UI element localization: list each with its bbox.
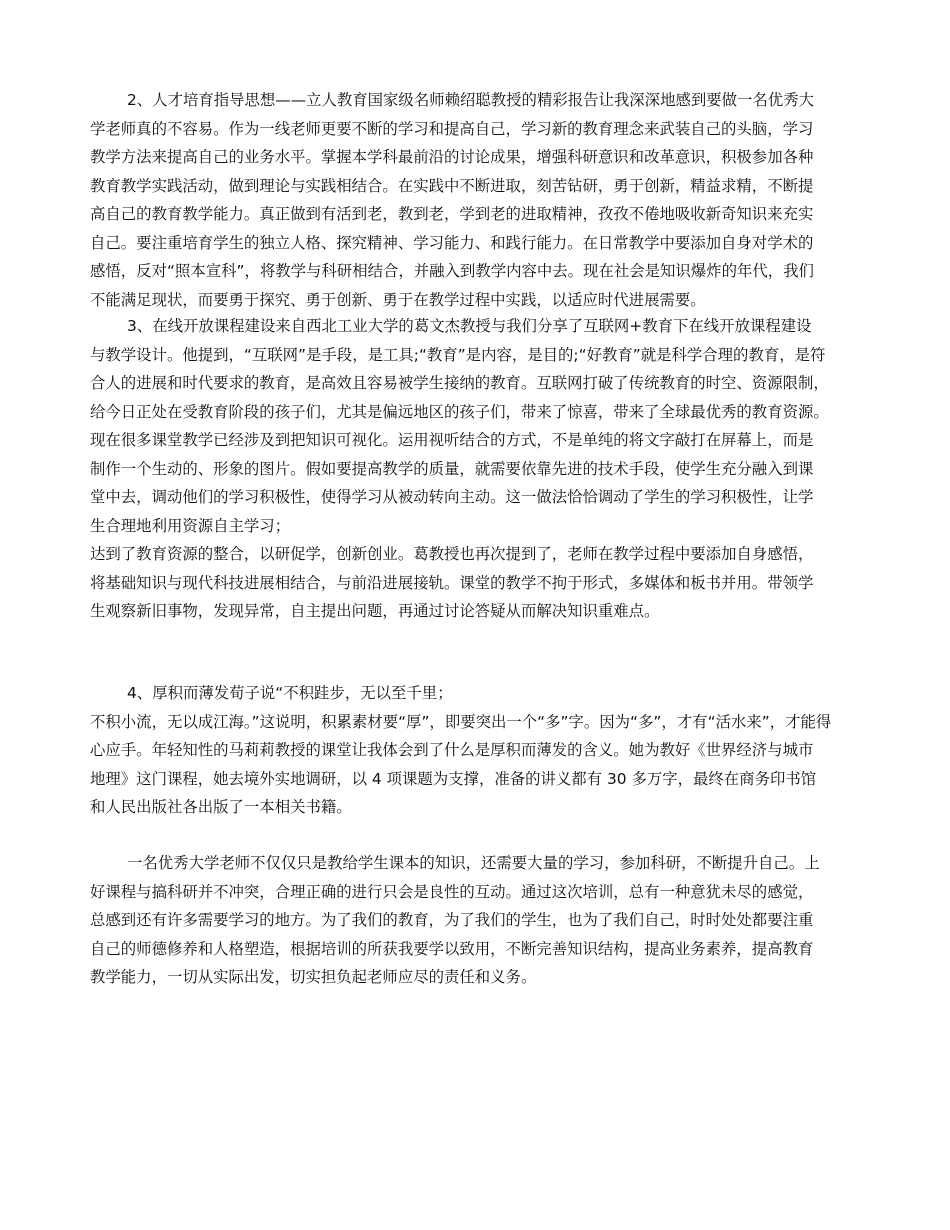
text-line: 3、在线开放课程建设来自西北工业大学的葛文杰教授与我们分享了互联网+教育下在线开放课程建设 [127, 317, 812, 335]
text-line: 自己。要注重培育学生的独立人格、探究精神、学习能力、和践行能力。在日常教学中要添加自身对学术的 [90, 233, 814, 252]
paragraph-conclusion [90, 849, 880, 992]
text-line: 高自己的教育教学能力。真正做到有活到老，教到老，学到老的进取精神，孜孜不倦地吸收新奇知识来充实 [90, 205, 814, 223]
text-line: 学老师真的不容易。作为一线老师更要不断的学习和提高自己，学习新的教育理念来武装自己的头脑，学习 [90, 119, 814, 138]
paragraph-talent-training [90, 86, 880, 314]
text-line: 自己的师德修养和人格塑造，根据培训的所获我要学以致用，不断完善知识结构，提高业务素养，提高教育 [90, 939, 814, 958]
text-line: 给今日正处在受教育阶段的孩子们，尤其是偏远地区的孩子们，带来了惊喜，带来了全球最优秀的教育资源。 [90, 402, 829, 421]
text-line: 现在很多课堂教学已经涉及到把知识可视化。运用视听结合的方式，不是单纯的将文字敲打在屏幕上，而是 [90, 431, 814, 449]
paragraph-online-courses [90, 312, 880, 626]
text-line: 将基础知识与现代科技进展相结合，与前沿进展接轨。课堂的教学不拘于形式，多媒体和板书并用。带领学 [90, 573, 814, 592]
text-line: 2、人才培育指导思想——立人教育国家级名师赖绍聪教授的精彩报告让我深深地感到要做一名优秀大 [127, 91, 814, 109]
text-line: 总感到还有许多需要学习的地方。为了我们的教育，为了我们的学生，也为了我们自己，时时处处都要注重 [90, 911, 814, 929]
paragraph-accumulation [90, 679, 880, 822]
text-line: 教学能力，一切从实际出发，切实担负起老师应尽的责任和义务。 [90, 968, 537, 986]
text-line: 不能满足现状，而要勇于探究、勇于创新、勇于在教学过程中实践，以适应时代进展需要。 [90, 290, 706, 309]
text-line: 地理》这门课程，她去境外实地调研，以 4 项课题为支撑，准备的讲义都有 30 多万字，最终在商务印书馆 [90, 769, 817, 788]
text-line: 和人民出版社各出版了一本相关书籍。 [90, 798, 352, 816]
text-line: 心应手。年轻知性的马莉莉教授的课堂让我体会到了什么是厚积而薄发的含义。她为教好《世界经济与城市 [90, 741, 814, 759]
text-line: 4、厚积而薄发荀子说“不积跬步，无以至千里； [127, 684, 453, 702]
text-line: 不积小流，无以成江海。”这说明，积累素材要“厚”，即要突出一个“多”字。因为“多”，才有“活水来”，才能得 [90, 712, 832, 731]
text-line: 生观察新旧事物，发现异常，自主提出问题，再通过讨论答疑从而解决知识重难点。 [90, 602, 660, 620]
text-line: 堂中去，调动他们的学习积极性，使得学习从被动转向主动。这一做法恰恰调动了学生的学习积极性，让学 [90, 488, 814, 506]
text-line: 与教学设计。他提到，“互联网”是手段，是工具;“教育”是内容，是目的;“好教育”就是科学合理的教育，是符 [90, 345, 826, 364]
text-line: 达到了教育资源的整合，以研促学，创新创业。葛教授也再次提到了，老师在教学过程中要添加自身感悟， [90, 545, 814, 563]
text-line: 教育教学实践活动，做到理论与实践相结合。在实践中不断进取，刻苦钻研，勇于创新，精益求精，不断提 [90, 176, 814, 195]
text-line: 合人的进展和时代要求的教育，是高效且容易被学生接纳的教育。互联网打破了传统教育的时空、资源限制， [90, 374, 829, 392]
text-line: 感悟，反对“照本宣科”，将教学与科研相结合，并融入到教学内容中去。现在社会是知识爆炸的年代，我们 [90, 262, 814, 280]
text-line: 制作一个生动的、形象的图片。假如要提高教学的质量，就需要依靠先进的技术手段，使学生充分融入到课 [90, 459, 814, 478]
text-line: 教学方法来提高自己的业务水平。掌握本学科最前沿的讨论成果，增强科研意识和改革意识，积极参加各种 [90, 148, 814, 166]
text-line: 生合理地利用资源自主学习； [90, 516, 291, 535]
text-line: 好课程与搞科研并不冲突，合理正确的进行只会是良性的互动。通过这次培训，总有一种意犹未尽的感觉， [90, 882, 814, 901]
text-line: 一名优秀大学老师不仅仅只是教给学生课本的知识，还需要大量的学习，参加科研，不断提升自己。上 [127, 854, 820, 872]
